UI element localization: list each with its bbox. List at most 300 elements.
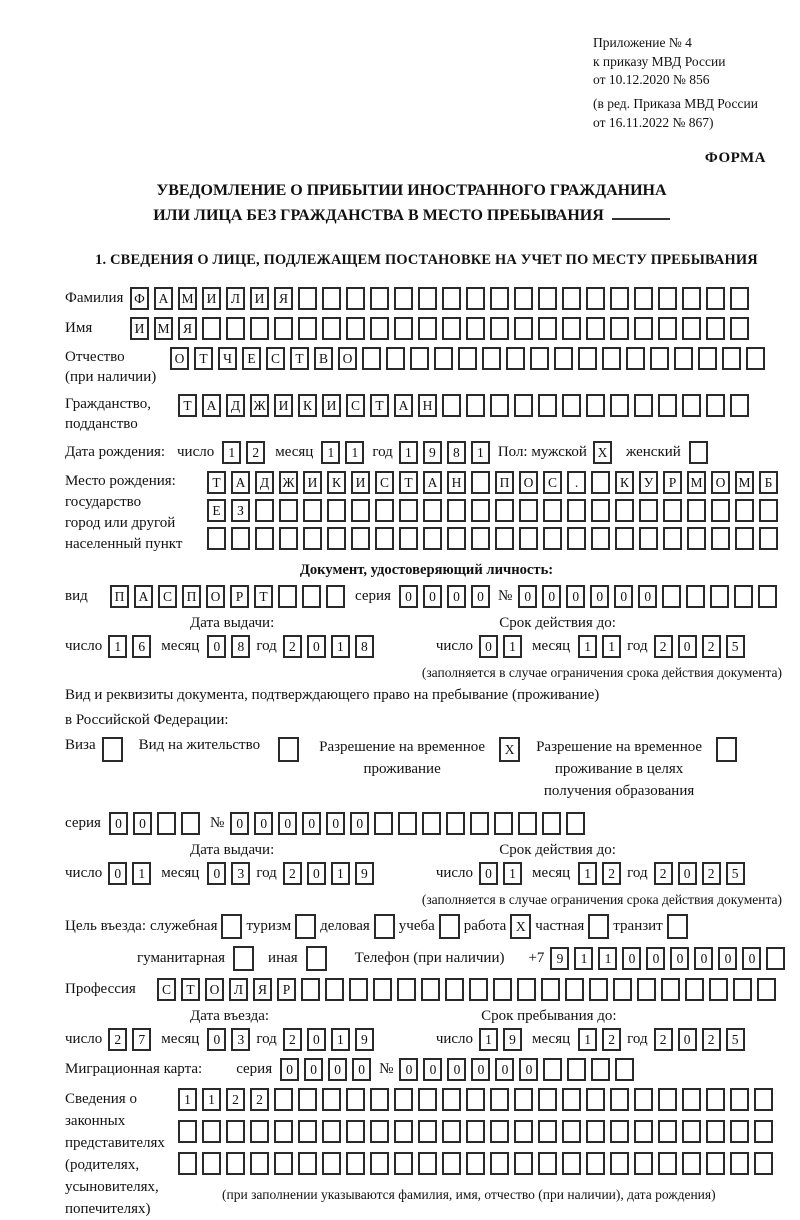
- char-cell[interactable]: [610, 287, 629, 310]
- char-cell[interactable]: 0: [108, 862, 127, 885]
- char-cell[interactable]: 0: [638, 585, 657, 608]
- char-cell[interactable]: [730, 317, 749, 340]
- char-cell[interactable]: [658, 287, 677, 310]
- char-cell[interactable]: [706, 317, 725, 340]
- char-cell[interactable]: С: [346, 394, 365, 417]
- char-cell[interactable]: [663, 527, 682, 550]
- char-cell[interactable]: [634, 317, 653, 340]
- char-cell[interactable]: А: [134, 585, 153, 608]
- char-cell[interactable]: [709, 978, 728, 1001]
- char-cell[interactable]: 1: [108, 635, 127, 658]
- char-cell[interactable]: 2: [654, 635, 673, 658]
- char-cell[interactable]: [710, 585, 729, 608]
- char-cell[interactable]: [506, 347, 525, 370]
- char-cell[interactable]: 1: [578, 635, 597, 658]
- char-cell[interactable]: [274, 1088, 293, 1111]
- char-cell[interactable]: [746, 347, 765, 370]
- char-cell[interactable]: [394, 1088, 413, 1111]
- char-cell[interactable]: [754, 1120, 773, 1143]
- char-cell[interactable]: [322, 1088, 341, 1111]
- char-cell[interactable]: [682, 1088, 701, 1111]
- char-cell[interactable]: [346, 1120, 365, 1143]
- char-cell[interactable]: С: [543, 471, 562, 494]
- char-cell[interactable]: 3: [231, 862, 250, 885]
- char-cell[interactable]: [423, 499, 442, 522]
- char-cell[interactable]: [351, 499, 370, 522]
- char-cell[interactable]: О: [338, 347, 357, 370]
- char-cell[interactable]: Ж: [250, 394, 269, 417]
- char-cell[interactable]: [442, 1152, 461, 1175]
- char-cell[interactable]: [519, 527, 538, 550]
- char-cell[interactable]: [421, 978, 440, 1001]
- char-cell[interactable]: [538, 287, 557, 310]
- char-cell[interactable]: [730, 1088, 749, 1111]
- char-cell[interactable]: 6: [132, 635, 151, 658]
- char-cell[interactable]: [562, 287, 581, 310]
- char-cell[interactable]: [538, 1152, 557, 1175]
- char-cell[interactable]: 2: [602, 1028, 621, 1051]
- char-cell[interactable]: 9: [550, 947, 569, 970]
- char-cell[interactable]: [274, 317, 293, 340]
- char-cell[interactable]: М: [687, 471, 706, 494]
- char-cell[interactable]: 1: [602, 635, 621, 658]
- char-cell[interactable]: [410, 347, 429, 370]
- char-cell[interactable]: [351, 527, 370, 550]
- char-cell[interactable]: И: [202, 287, 221, 310]
- char-cell[interactable]: [322, 317, 341, 340]
- char-cell[interactable]: И: [322, 394, 341, 417]
- char-cell[interactable]: К: [298, 394, 317, 417]
- char-cell[interactable]: 0: [742, 947, 761, 970]
- char-cell[interactable]: [658, 1152, 677, 1175]
- char-cell[interactable]: Ж: [279, 471, 298, 494]
- char-cell[interactable]: [442, 394, 461, 417]
- char-cell[interactable]: 0: [326, 812, 345, 835]
- char-cell[interactable]: [562, 1088, 581, 1111]
- char-cell[interactable]: [279, 527, 298, 550]
- char-cell[interactable]: [442, 1120, 461, 1143]
- purpose-private-checkbox[interactable]: [588, 914, 609, 939]
- male-checkbox[interactable]: X: [593, 441, 612, 464]
- char-cell[interactable]: [370, 317, 389, 340]
- char-cell[interactable]: [706, 1088, 725, 1111]
- char-cell[interactable]: [322, 287, 341, 310]
- char-cell[interactable]: [349, 978, 368, 1001]
- purpose-tourism-checkbox[interactable]: [295, 914, 316, 939]
- char-cell[interactable]: 1: [399, 441, 418, 464]
- char-cell[interactable]: [386, 347, 405, 370]
- char-cell[interactable]: 0: [109, 812, 128, 835]
- char-cell[interactable]: [766, 947, 785, 970]
- char-cell[interactable]: [445, 978, 464, 1001]
- char-cell[interactable]: [517, 978, 536, 1001]
- char-cell[interactable]: 0: [207, 635, 226, 658]
- char-cell[interactable]: [327, 527, 346, 550]
- char-cell[interactable]: [394, 287, 413, 310]
- char-cell[interactable]: 0: [678, 862, 697, 885]
- char-cell[interactable]: [327, 499, 346, 522]
- char-cell[interactable]: О: [206, 585, 225, 608]
- char-cell[interactable]: 1: [503, 862, 522, 885]
- char-cell[interactable]: [374, 812, 393, 835]
- char-cell[interactable]: Т: [194, 347, 213, 370]
- char-cell[interactable]: 2: [283, 635, 302, 658]
- char-cell[interactable]: А: [154, 287, 173, 310]
- char-cell[interactable]: [658, 394, 677, 417]
- char-cell[interactable]: С: [158, 585, 177, 608]
- char-cell[interactable]: [394, 1120, 413, 1143]
- char-cell[interactable]: [418, 287, 437, 310]
- char-cell[interactable]: [650, 347, 669, 370]
- char-cell[interactable]: [370, 1152, 389, 1175]
- char-cell[interactable]: Ч: [218, 347, 237, 370]
- char-cell[interactable]: [637, 978, 656, 1001]
- char-cell[interactable]: [370, 1088, 389, 1111]
- char-cell[interactable]: 1: [331, 862, 350, 885]
- char-cell[interactable]: 0: [399, 585, 418, 608]
- char-cell[interactable]: [346, 317, 365, 340]
- female-checkbox[interactable]: [689, 441, 708, 464]
- char-cell[interactable]: [567, 527, 586, 550]
- char-cell[interactable]: [682, 1120, 701, 1143]
- char-cell[interactable]: [706, 1120, 725, 1143]
- char-cell[interactable]: [538, 1120, 557, 1143]
- char-cell[interactable]: [482, 347, 501, 370]
- purpose-business-checkbox[interactable]: [374, 914, 395, 939]
- char-cell[interactable]: 0: [254, 812, 273, 835]
- char-cell[interactable]: 7: [132, 1028, 151, 1051]
- char-cell[interactable]: 0: [230, 812, 249, 835]
- char-cell[interactable]: [442, 1088, 461, 1111]
- char-cell[interactable]: К: [615, 471, 634, 494]
- char-cell[interactable]: [274, 1120, 293, 1143]
- char-cell[interactable]: [490, 317, 509, 340]
- char-cell[interactable]: 0: [328, 1058, 347, 1081]
- char-cell[interactable]: [686, 585, 705, 608]
- char-cell[interactable]: 2: [283, 862, 302, 885]
- char-cell[interactable]: 1: [178, 1088, 197, 1111]
- char-cell[interactable]: 0: [423, 1058, 442, 1081]
- char-cell[interactable]: 2: [108, 1028, 127, 1051]
- char-cell[interactable]: [610, 1120, 629, 1143]
- char-cell[interactable]: [458, 347, 477, 370]
- char-cell[interactable]: Л: [226, 287, 245, 310]
- char-cell[interactable]: [567, 499, 586, 522]
- char-cell[interactable]: О: [519, 471, 538, 494]
- char-cell[interactable]: П: [495, 471, 514, 494]
- char-cell[interactable]: [602, 347, 621, 370]
- char-cell[interactable]: [495, 499, 514, 522]
- char-cell[interactable]: 1: [132, 862, 151, 885]
- char-cell[interactable]: [494, 812, 513, 835]
- char-cell[interactable]: [418, 1152, 437, 1175]
- char-cell[interactable]: 2: [250, 1088, 269, 1111]
- char-cell[interactable]: [754, 1088, 773, 1111]
- char-cell[interactable]: [565, 978, 584, 1001]
- char-cell[interactable]: [302, 585, 321, 608]
- char-cell[interactable]: 0: [278, 812, 297, 835]
- char-cell[interactable]: [586, 1088, 605, 1111]
- char-cell[interactable]: [466, 394, 485, 417]
- char-cell[interactable]: [322, 1120, 341, 1143]
- char-cell[interactable]: [538, 317, 557, 340]
- char-cell[interactable]: [610, 317, 629, 340]
- char-cell[interactable]: [562, 394, 581, 417]
- char-cell[interactable]: [626, 347, 645, 370]
- char-cell[interactable]: М: [154, 317, 173, 340]
- char-cell[interactable]: [202, 1152, 221, 1175]
- char-cell[interactable]: [586, 317, 605, 340]
- char-cell[interactable]: [418, 317, 437, 340]
- char-cell[interactable]: О: [170, 347, 189, 370]
- char-cell[interactable]: 0: [678, 635, 697, 658]
- char-cell[interactable]: 0: [670, 947, 689, 970]
- char-cell[interactable]: Н: [447, 471, 466, 494]
- char-cell[interactable]: [591, 471, 610, 494]
- char-cell[interactable]: Я: [178, 317, 197, 340]
- char-cell[interactable]: Т: [399, 471, 418, 494]
- char-cell[interactable]: [591, 527, 610, 550]
- char-cell[interactable]: [730, 1120, 749, 1143]
- char-cell[interactable]: Ф: [130, 287, 149, 310]
- char-cell[interactable]: [250, 1120, 269, 1143]
- char-cell[interactable]: А: [202, 394, 221, 417]
- char-cell[interactable]: [255, 499, 274, 522]
- char-cell[interactable]: З: [231, 499, 250, 522]
- char-cell[interactable]: [298, 1152, 317, 1175]
- char-cell[interactable]: [634, 1088, 653, 1111]
- char-cell[interactable]: Т: [207, 471, 226, 494]
- char-cell[interactable]: [346, 1088, 365, 1111]
- char-cell[interactable]: 0: [423, 585, 442, 608]
- char-cell[interactable]: 9: [355, 862, 374, 885]
- char-cell[interactable]: [543, 1058, 562, 1081]
- char-cell[interactable]: [490, 1120, 509, 1143]
- char-cell[interactable]: [578, 347, 597, 370]
- char-cell[interactable]: [663, 499, 682, 522]
- char-cell[interactable]: П: [110, 585, 129, 608]
- char-cell[interactable]: [682, 287, 701, 310]
- char-cell[interactable]: [397, 978, 416, 1001]
- char-cell[interactable]: [362, 347, 381, 370]
- char-cell[interactable]: 8: [355, 635, 374, 658]
- char-cell[interactable]: [634, 1152, 653, 1175]
- char-cell[interactable]: [735, 499, 754, 522]
- char-cell[interactable]: [514, 287, 533, 310]
- char-cell[interactable]: [298, 1088, 317, 1111]
- char-cell[interactable]: [207, 527, 226, 550]
- char-cell[interactable]: Я: [274, 287, 293, 310]
- char-cell[interactable]: 0: [519, 1058, 538, 1081]
- char-cell[interactable]: [613, 978, 632, 1001]
- residence-permit-checkbox[interactable]: [278, 737, 299, 762]
- char-cell[interactable]: Т: [370, 394, 389, 417]
- char-cell[interactable]: [615, 499, 634, 522]
- char-cell[interactable]: [591, 499, 610, 522]
- char-cell[interactable]: [466, 1152, 485, 1175]
- char-cell[interactable]: [446, 812, 465, 835]
- char-cell[interactable]: [706, 1152, 725, 1175]
- char-cell[interactable]: [490, 287, 509, 310]
- char-cell[interactable]: [562, 1120, 581, 1143]
- char-cell[interactable]: С: [157, 978, 176, 1001]
- char-cell[interactable]: [469, 978, 488, 1001]
- char-cell[interactable]: 1: [331, 635, 350, 658]
- char-cell[interactable]: [202, 1120, 221, 1143]
- char-cell[interactable]: [226, 317, 245, 340]
- char-cell[interactable]: [375, 499, 394, 522]
- char-cell[interactable]: [519, 499, 538, 522]
- char-cell[interactable]: [586, 287, 605, 310]
- char-cell[interactable]: [733, 978, 752, 1001]
- char-cell[interactable]: 1: [598, 947, 617, 970]
- char-cell[interactable]: [706, 394, 725, 417]
- char-cell[interactable]: [562, 317, 581, 340]
- char-cell[interactable]: [754, 1152, 773, 1175]
- char-cell[interactable]: 8: [447, 441, 466, 464]
- char-cell[interactable]: 2: [226, 1088, 245, 1111]
- char-cell[interactable]: Т: [178, 394, 197, 417]
- char-cell[interactable]: [730, 1152, 749, 1175]
- temp-residence-education-checkbox[interactable]: [716, 737, 737, 762]
- char-cell[interactable]: 0: [352, 1058, 371, 1081]
- char-cell[interactable]: [658, 1088, 677, 1111]
- char-cell[interactable]: [661, 978, 680, 1001]
- char-cell[interactable]: [442, 317, 461, 340]
- char-cell[interactable]: 1: [222, 441, 241, 464]
- char-cell[interactable]: И: [130, 317, 149, 340]
- char-cell[interactable]: М: [735, 471, 754, 494]
- char-cell[interactable]: [514, 394, 533, 417]
- char-cell[interactable]: [447, 527, 466, 550]
- char-cell[interactable]: 0: [471, 585, 490, 608]
- char-cell[interactable]: [495, 527, 514, 550]
- char-cell[interactable]: 3: [231, 1028, 250, 1051]
- char-cell[interactable]: 8: [231, 635, 250, 658]
- char-cell[interactable]: Е: [207, 499, 226, 522]
- char-cell[interactable]: 0: [718, 947, 737, 970]
- char-cell[interactable]: [610, 1152, 629, 1175]
- char-cell[interactable]: 2: [702, 1028, 721, 1051]
- char-cell[interactable]: [554, 347, 573, 370]
- char-cell[interactable]: 0: [566, 585, 585, 608]
- purpose-work-checkbox[interactable]: X: [510, 914, 531, 939]
- char-cell[interactable]: [722, 347, 741, 370]
- char-cell[interactable]: 0: [518, 585, 537, 608]
- char-cell[interactable]: [490, 1088, 509, 1111]
- char-cell[interactable]: 0: [350, 812, 369, 835]
- char-cell[interactable]: [325, 978, 344, 1001]
- char-cell[interactable]: 0: [207, 862, 226, 885]
- char-cell[interactable]: [711, 527, 730, 550]
- char-cell[interactable]: [639, 499, 658, 522]
- char-cell[interactable]: [346, 287, 365, 310]
- char-cell[interactable]: О: [205, 978, 224, 1001]
- char-cell[interactable]: Р: [230, 585, 249, 608]
- char-cell[interactable]: [610, 394, 629, 417]
- char-cell[interactable]: [758, 585, 777, 608]
- char-cell[interactable]: [541, 978, 560, 1001]
- char-cell[interactable]: 1: [574, 947, 593, 970]
- temp-residence-checkbox[interactable]: X: [499, 737, 520, 762]
- char-cell[interactable]: 9: [503, 1028, 522, 1051]
- char-cell[interactable]: [298, 1120, 317, 1143]
- char-cell[interactable]: [278, 585, 297, 608]
- char-cell[interactable]: [687, 499, 706, 522]
- char-cell[interactable]: [543, 527, 562, 550]
- char-cell[interactable]: [422, 812, 441, 835]
- char-cell[interactable]: Н: [418, 394, 437, 417]
- char-cell[interactable]: [730, 394, 749, 417]
- char-cell[interactable]: 1: [503, 635, 522, 658]
- char-cell[interactable]: 1: [578, 1028, 597, 1051]
- char-cell[interactable]: [471, 471, 490, 494]
- char-cell[interactable]: [615, 527, 634, 550]
- char-cell[interactable]: [730, 287, 749, 310]
- char-cell[interactable]: [530, 347, 549, 370]
- char-cell[interactable]: [615, 1058, 634, 1081]
- char-cell[interactable]: [274, 1152, 293, 1175]
- char-cell[interactable]: [471, 527, 490, 550]
- char-cell[interactable]: [255, 527, 274, 550]
- char-cell[interactable]: [370, 287, 389, 310]
- char-cell[interactable]: А: [423, 471, 442, 494]
- char-cell[interactable]: [586, 1152, 605, 1175]
- char-cell[interactable]: 0: [302, 812, 321, 835]
- char-cell[interactable]: [538, 394, 557, 417]
- char-cell[interactable]: [447, 499, 466, 522]
- char-cell[interactable]: [682, 394, 701, 417]
- char-cell[interactable]: 0: [280, 1058, 299, 1081]
- char-cell[interactable]: 0: [590, 585, 609, 608]
- char-cell[interactable]: [543, 499, 562, 522]
- char-cell[interactable]: [466, 1088, 485, 1111]
- char-cell[interactable]: [514, 1088, 533, 1111]
- char-cell[interactable]: [735, 527, 754, 550]
- char-cell[interactable]: П: [182, 585, 201, 608]
- char-cell[interactable]: [589, 978, 608, 1001]
- char-cell[interactable]: [562, 1152, 581, 1175]
- char-cell[interactable]: 0: [471, 1058, 490, 1081]
- char-cell[interactable]: [298, 317, 317, 340]
- char-cell[interactable]: [566, 812, 585, 835]
- purpose-other-checkbox[interactable]: [306, 946, 327, 971]
- char-cell[interactable]: [639, 527, 658, 550]
- char-cell[interactable]: 0: [678, 1028, 697, 1051]
- char-cell[interactable]: 0: [207, 1028, 226, 1051]
- char-cell[interactable]: 2: [654, 862, 673, 885]
- char-cell[interactable]: [279, 499, 298, 522]
- char-cell[interactable]: 9: [355, 1028, 374, 1051]
- char-cell[interactable]: 0: [307, 635, 326, 658]
- char-cell[interactable]: [698, 347, 717, 370]
- char-cell[interactable]: 0: [495, 1058, 514, 1081]
- visa-checkbox[interactable]: [102, 737, 123, 762]
- char-cell[interactable]: [303, 527, 322, 550]
- char-cell[interactable]: [711, 499, 730, 522]
- char-cell[interactable]: [514, 317, 533, 340]
- char-cell[interactable]: 1: [321, 441, 340, 464]
- char-cell[interactable]: 5: [726, 1028, 745, 1051]
- purpose-official-checkbox[interactable]: [221, 914, 242, 939]
- char-cell[interactable]: [591, 1058, 610, 1081]
- char-cell[interactable]: [674, 347, 693, 370]
- char-cell[interactable]: М: [178, 287, 197, 310]
- char-cell[interactable]: [610, 1088, 629, 1111]
- char-cell[interactable]: [470, 812, 489, 835]
- char-cell[interactable]: 0: [694, 947, 713, 970]
- char-cell[interactable]: [418, 1088, 437, 1111]
